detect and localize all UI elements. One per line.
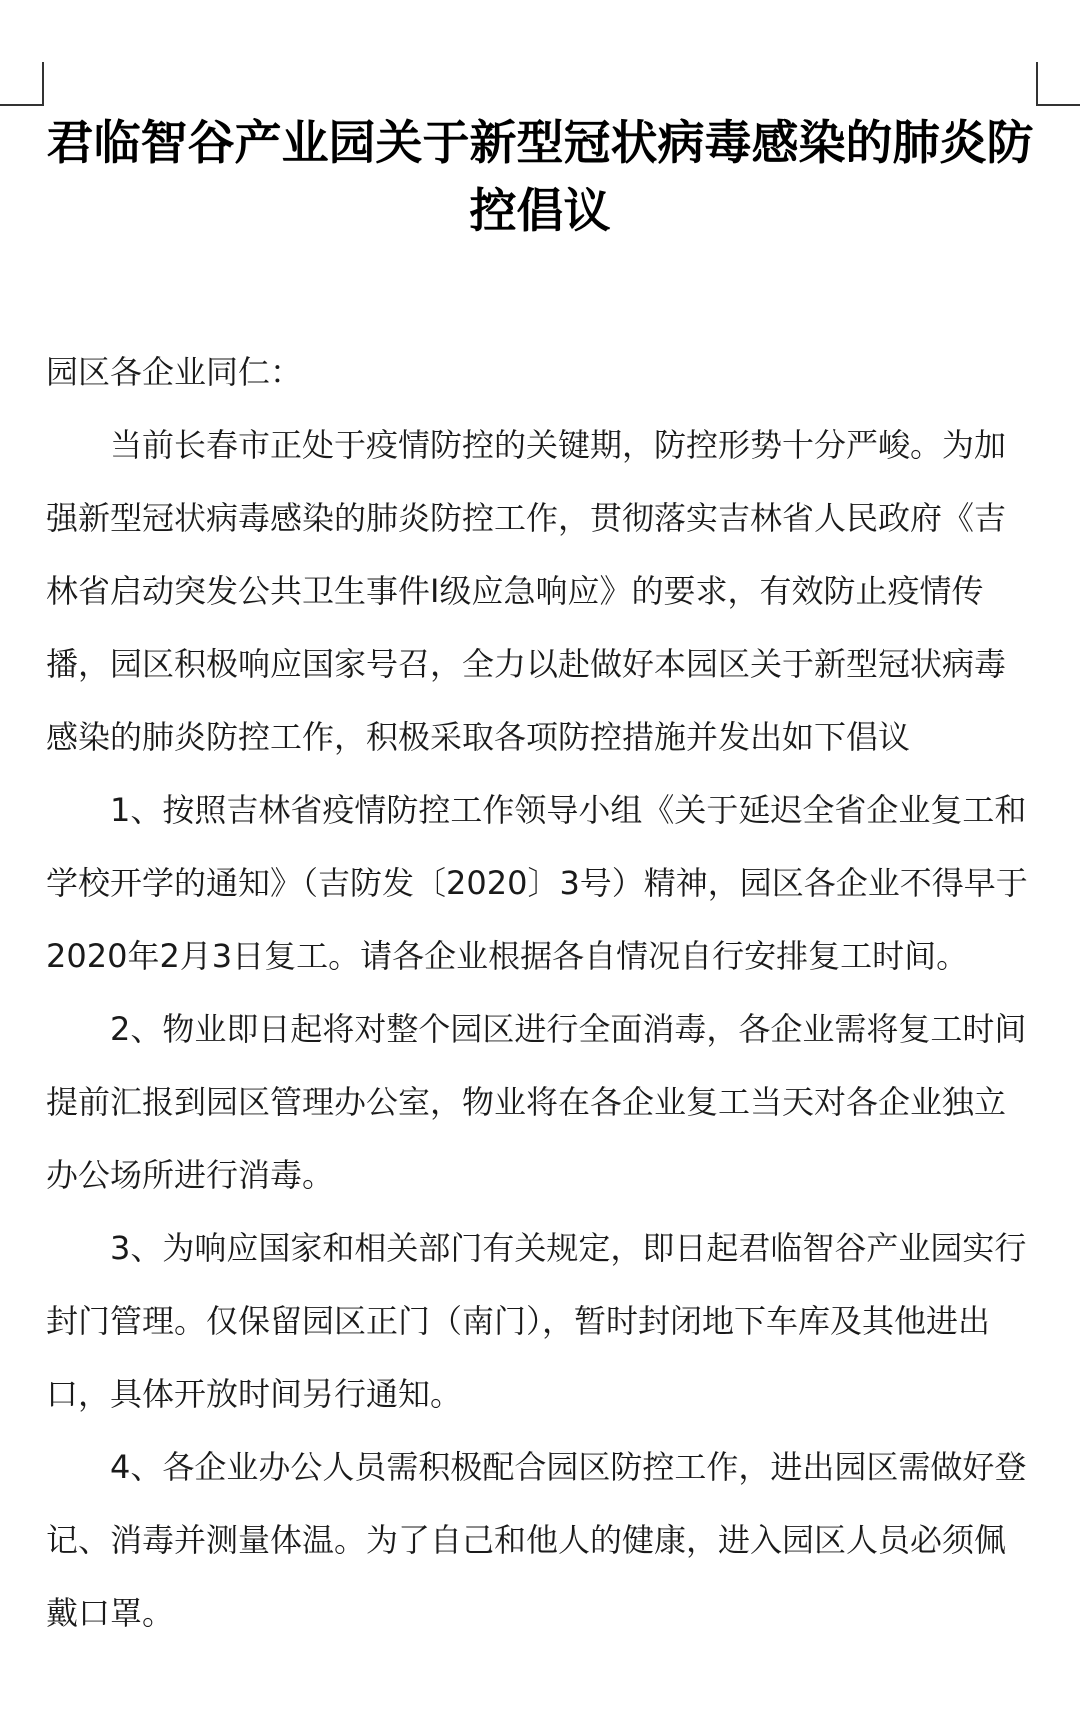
paragraph-item-2: 2、物业即日起将对整个园区进行全面消毒，各企业需将复工时间提前汇报到园区管理办公室，物业将在各企业复工当天对各企业独立办公场所进行消毒。 <box>46 1010 1027 1194</box>
paragraph-intro: 当前长春市正处于疫情防控的关键期，防控形势十分严峻。为加强新型冠状病毒感染的肺炎防控工作，贯彻落实吉林省人民政府《吉林省启动突发公共卫生事件I级应急响应》的要求，有效防止疫情传播，园区积极响应国家号召，全力以赴做好本园区关于新型冠状病毒感染的肺炎防控工作，积极采取各项防控措施并发出如下倡议 <box>46 426 1007 756</box>
crop-mark-top-left <box>0 62 44 106</box>
paragraph-item-3: 3、为响应国家和相关部门有关规定，即日起君临智谷产业园实行封门管理。仅保留园区正门（南门），暂时封闭地下车库及其他进出口，具体开放时间另行通知。 <box>46 1229 1027 1413</box>
paragraph-item-1: 1、按照吉林省疫情防控工作领导小组《关于延迟全省企业复工和学校开学的通知》（吉防发〔2020〕3号）精神，园区各企业不得早于2020年2月3日复工。请各企业根据各自情况自行安排复工时间。 <box>46 791 1028 975</box>
document-body <box>46 336 1036 1650</box>
paragraph-item-4: 4、各企业办公人员需积极配合园区防控工作，进出园区需做好登记、消毒并测量体温。为了自己和他人的健康，进入园区人员必须佩戴口罩。 <box>46 1448 1027 1632</box>
document-title: 君临智谷产业园关于新型冠状病毒感染的肺炎防控倡议 <box>46 116 1034 239</box>
salutation: 园区各企业同仁： <box>46 353 303 391</box>
crop-mark-top-right <box>1036 62 1080 106</box>
